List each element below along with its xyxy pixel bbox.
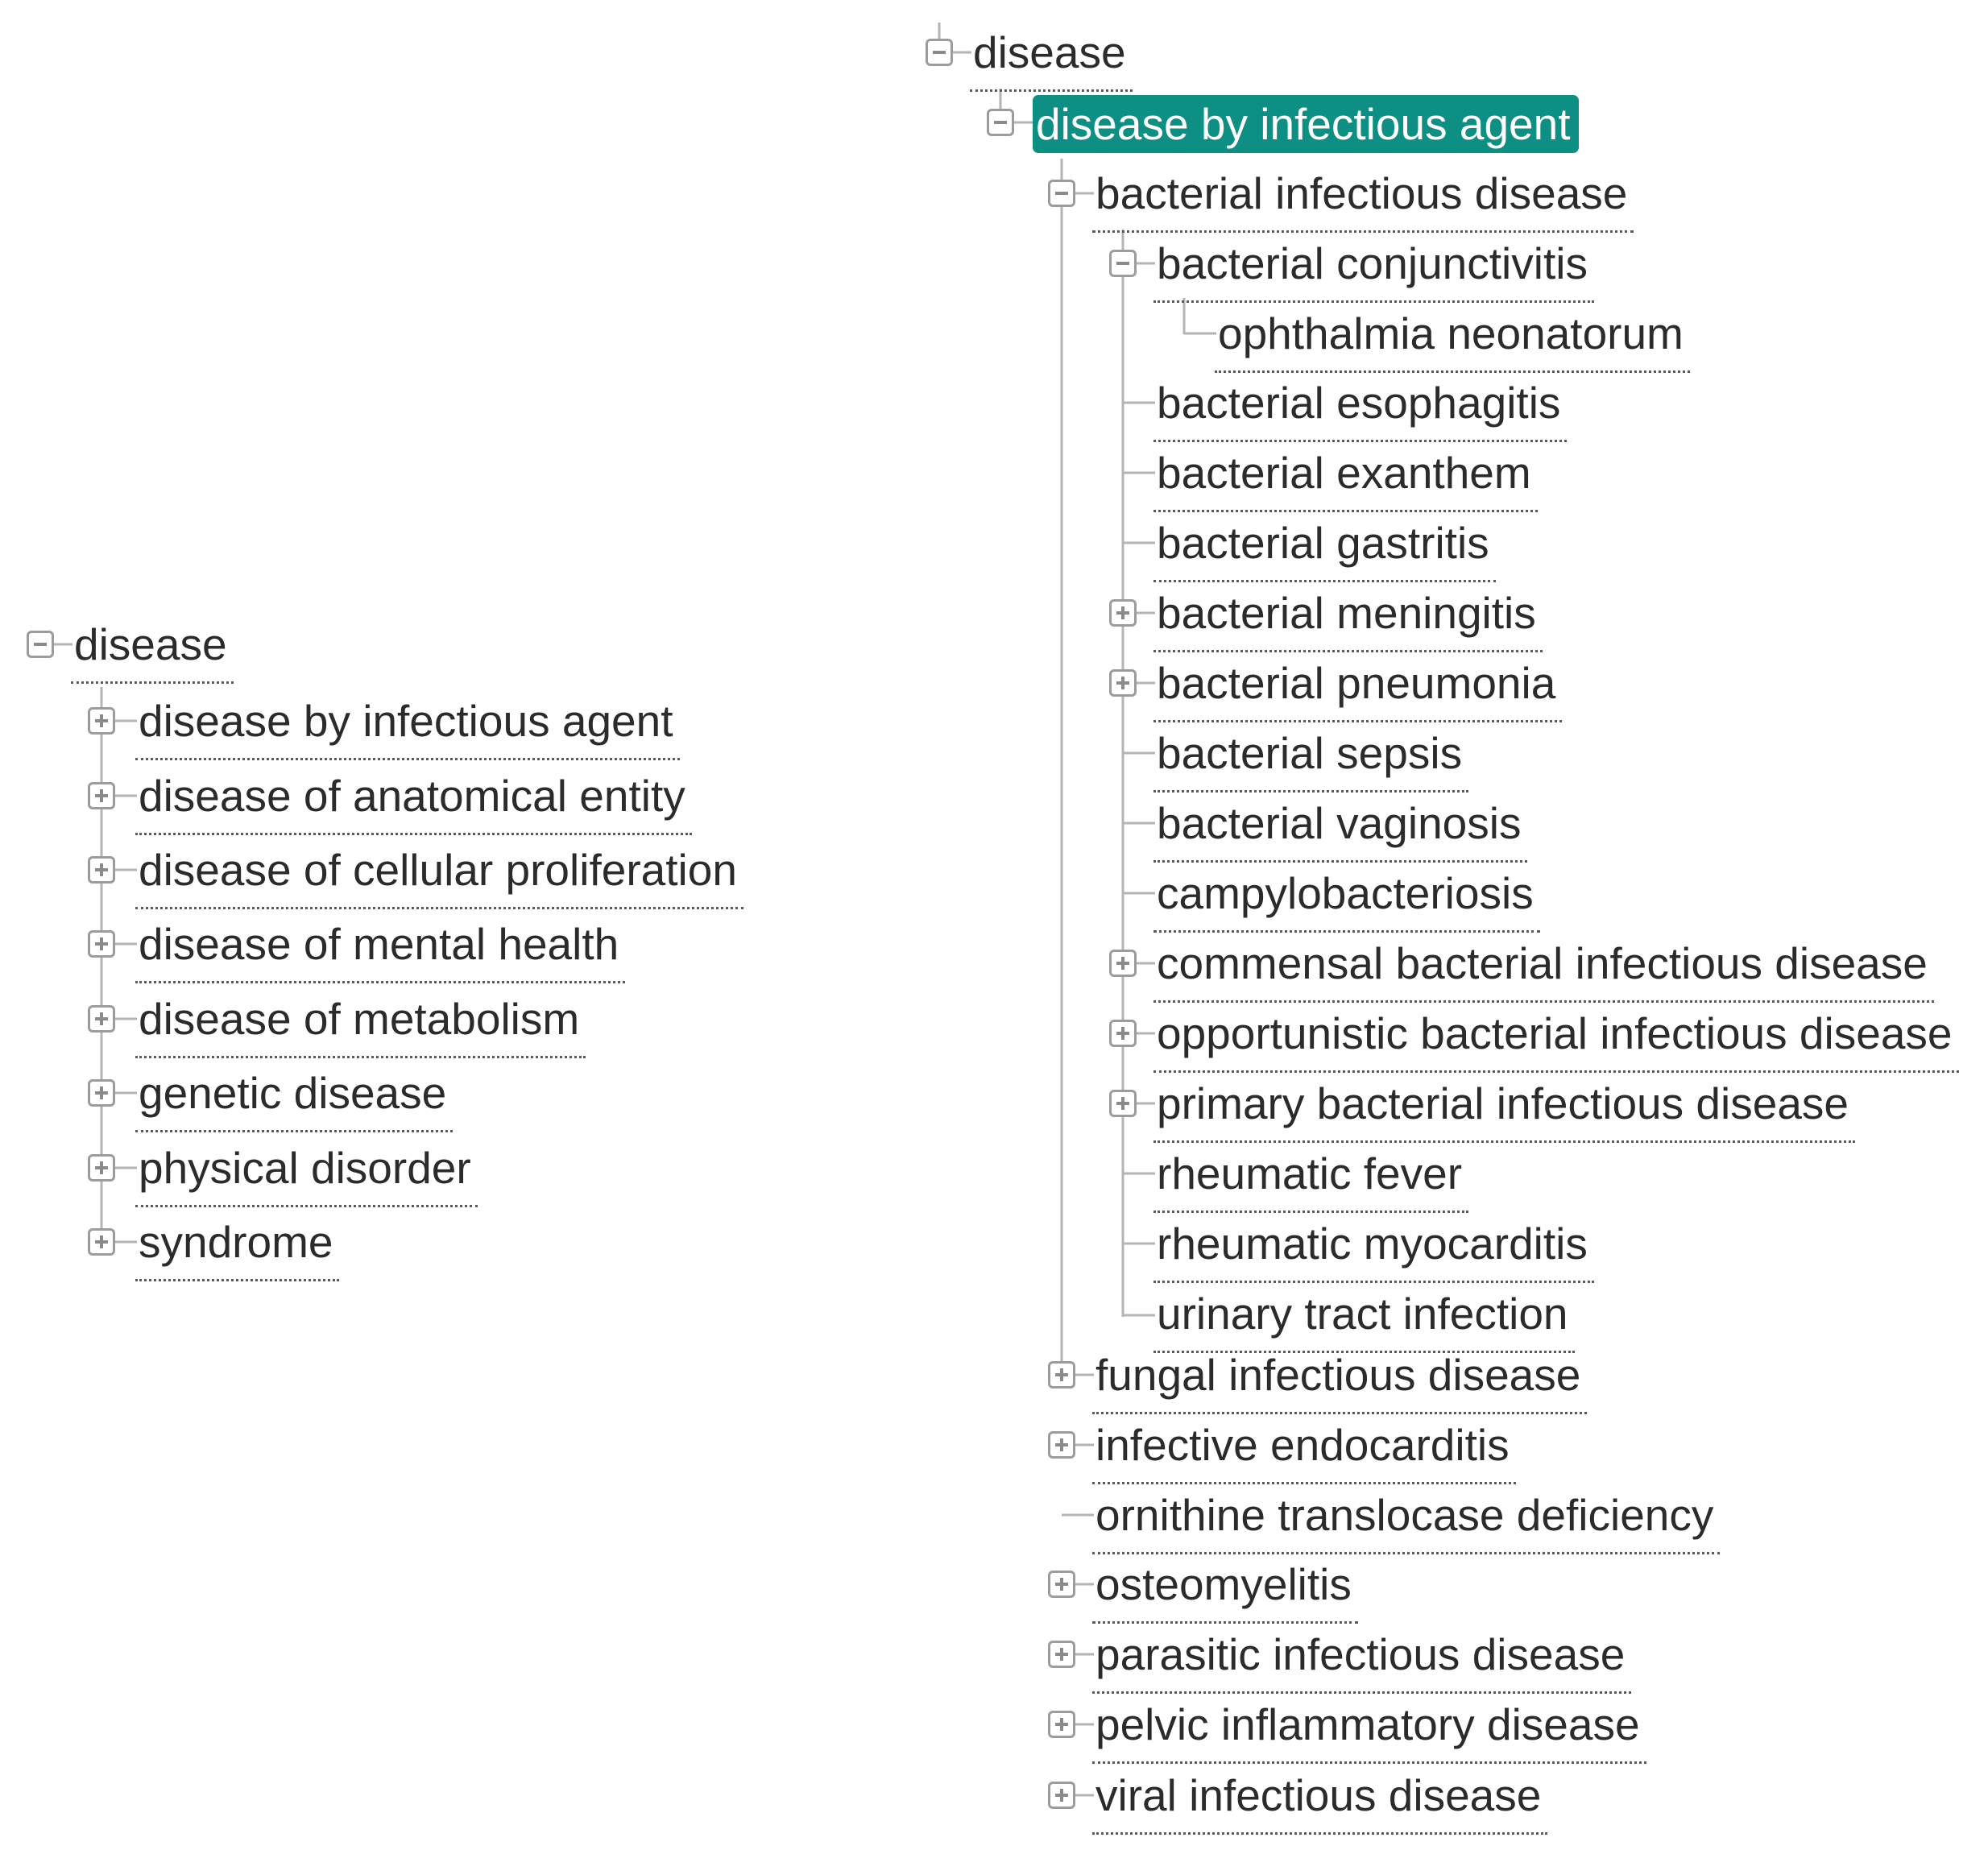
expand-toggle-icon[interactable]: [88, 707, 115, 735]
left-tree-item-label[interactable]: genetic disease: [135, 1067, 453, 1132]
tree-item-label[interactable]: bacterial conjunctivitis: [1153, 238, 1594, 303]
tree-item-label[interactable]: bacterial pneumonia: [1153, 657, 1562, 722]
tree-item-label[interactable]: osteomyelitis: [1092, 1558, 1358, 1624]
collapse-toggle-icon[interactable]: [987, 109, 1014, 136]
tree-item-label[interactable]: primary bacterial infectious disease: [1153, 1078, 1855, 1143]
expand-toggle-icon[interactable]: [1048, 1711, 1075, 1738]
expand-toggle-icon[interactable]: [88, 1005, 115, 1033]
tree-item-label[interactable]: ornithine translocase deficiency: [1092, 1489, 1720, 1554]
left-tree-item-label[interactable]: disease by infectious agent: [135, 695, 680, 760]
collapse-toggle-icon[interactable]: [1048, 180, 1075, 207]
left-tree-item-label[interactable]: disease of anatomical entity: [135, 770, 692, 835]
tree-item-label[interactable]: pelvic inflammatory disease: [1092, 1699, 1646, 1764]
tree-item-label[interactable]: bacterial meningitis: [1153, 587, 1543, 652]
selected-node-label[interactable]: disease by infectious agent: [1033, 95, 1579, 153]
tree-item-label[interactable]: opportunistic bacterial infectious disease: [1153, 1008, 1959, 1073]
tree-item-label[interactable]: parasitic infectious disease: [1092, 1629, 1631, 1694]
expand-toggle-icon[interactable]: [1109, 950, 1137, 977]
left-tree-item-label[interactable]: physical disorder: [135, 1142, 478, 1207]
right-tree-root-label[interactable]: disease: [970, 27, 1133, 92]
expand-toggle-icon[interactable]: [1109, 599, 1137, 627]
expand-toggle-icon[interactable]: [1109, 1020, 1137, 1047]
tree-item-label[interactable]: bacterial sepsis: [1153, 727, 1468, 793]
tree-item-label[interactable]: urinary tract infection: [1153, 1288, 1575, 1353]
tree-item-label[interactable]: bacterial exanthem: [1153, 447, 1538, 512]
tree-item-label[interactable]: bacterial vaginosis: [1153, 797, 1527, 863]
tree-item-label[interactable]: commensal bacterial infectious disease: [1153, 937, 1934, 1003]
tree-item-label[interactable]: fungal infectious disease: [1092, 1349, 1587, 1414]
expand-toggle-icon[interactable]: [1048, 1782, 1075, 1809]
left-tree-root-label[interactable]: disease: [71, 619, 234, 684]
expand-toggle-icon[interactable]: [1048, 1571, 1075, 1598]
expand-toggle-icon[interactable]: [88, 1079, 115, 1107]
tree-item-label[interactable]: infective endocarditis: [1092, 1419, 1516, 1484]
expand-toggle-icon[interactable]: [1109, 669, 1137, 697]
tree-item-label[interactable]: bacterial gastritis: [1153, 517, 1496, 582]
expand-toggle-icon[interactable]: [88, 782, 115, 809]
expand-toggle-icon[interactable]: [1048, 1431, 1075, 1459]
tree-item-label[interactable]: bacterial infectious disease: [1092, 168, 1634, 233]
left-tree-item-label[interactable]: disease of metabolism: [135, 993, 586, 1058]
expand-toggle-icon[interactable]: [1109, 1090, 1137, 1117]
collapse-toggle-icon[interactable]: [1109, 250, 1137, 277]
tree-item-label[interactable]: campylobacteriosis: [1153, 867, 1540, 933]
expand-toggle-icon[interactable]: [88, 856, 115, 884]
expand-toggle-icon[interactable]: [1048, 1361, 1075, 1389]
expand-toggle-icon[interactable]: [1048, 1641, 1075, 1668]
tree-item-label[interactable]: rheumatic fever: [1153, 1148, 1468, 1213]
expand-toggle-icon[interactable]: [88, 1228, 115, 1256]
expand-toggle-icon[interactable]: [88, 930, 115, 958]
left-tree-item-label[interactable]: syndrome: [135, 1216, 339, 1281]
tree-item-label[interactable]: ophthalmia neonatorum: [1215, 308, 1690, 373]
left-tree-item-label[interactable]: disease of mental health: [135, 918, 625, 983]
expand-toggle-icon[interactable]: [88, 1154, 115, 1182]
tree-item-label[interactable]: viral infectious disease: [1092, 1769, 1547, 1835]
collapse-toggle-icon[interactable]: [27, 631, 54, 658]
collapse-toggle-icon[interactable]: [926, 39, 953, 66]
tree-item-label[interactable]: bacterial esophagitis: [1153, 377, 1567, 442]
tree-item-label[interactable]: rheumatic myocarditis: [1153, 1218, 1594, 1283]
left-tree-item-label[interactable]: disease of cellular proliferation: [135, 844, 743, 909]
